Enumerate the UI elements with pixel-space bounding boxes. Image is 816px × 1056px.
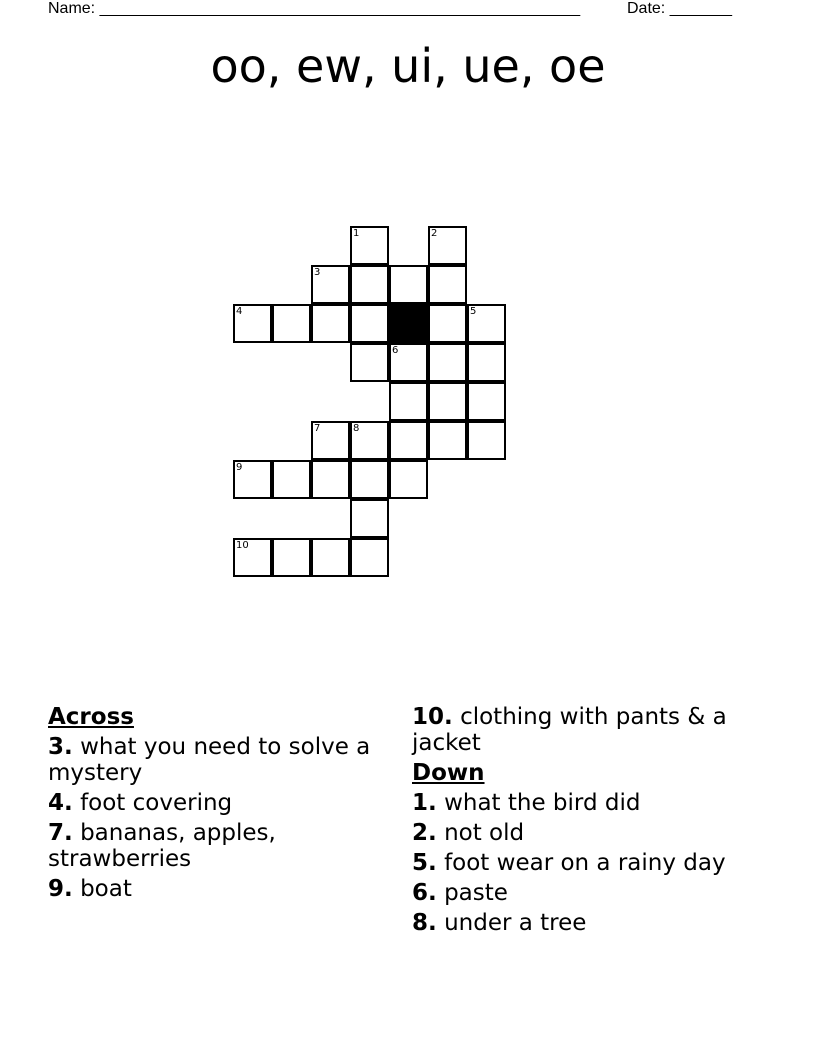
grid-cell[interactable] [389, 421, 428, 460]
cell-number: 4 [236, 306, 243, 317]
clue-text: boat [80, 876, 132, 902]
cell-number: 10 [236, 540, 249, 551]
grid-cell[interactable] [350, 538, 389, 577]
date-field-line[interactable]: Date: _______ [627, 0, 732, 17]
across-clue [48, 876, 378, 902]
clues-column-left [48, 704, 378, 906]
clue-text: clothing with pants & a jacket [412, 704, 727, 756]
grid-cell[interactable] [467, 382, 506, 421]
grid-cell[interactable] [467, 343, 506, 382]
across-clue [412, 704, 762, 756]
cell-number: 2 [431, 228, 438, 239]
grid-cell[interactable] [389, 265, 428, 304]
grid-cell[interactable] [428, 226, 467, 265]
cell-number: 5 [470, 306, 477, 317]
cell-number: 9 [236, 462, 243, 473]
clue-number: 3. [48, 734, 73, 760]
clue-text: what the bird did [444, 790, 641, 816]
clue-number: 1. [412, 790, 437, 816]
cell-number: 7 [314, 423, 321, 434]
clue-number: 4. [48, 790, 73, 816]
grid-cell[interactable] [311, 421, 350, 460]
down-clue [412, 880, 762, 906]
down-heading: Down [412, 760, 485, 786]
clue-number: 8. [412, 910, 437, 936]
clues-column-right [412, 704, 762, 940]
clue-number: 5. [412, 850, 437, 876]
clue-text: not old [444, 820, 525, 846]
across-clue [48, 734, 378, 786]
grid-cell[interactable] [350, 499, 389, 538]
grid-cell[interactable] [233, 460, 272, 499]
name-field-line[interactable]: Name: ______________________________________________________ [48, 0, 581, 17]
grid-cell[interactable] [233, 304, 272, 343]
down-clue [412, 820, 762, 846]
clue-number: 10. [412, 704, 453, 730]
grid-cell[interactable] [428, 265, 467, 304]
cell-number: 8 [353, 423, 360, 434]
grid-cell[interactable] [311, 265, 350, 304]
grid-cell[interactable] [311, 304, 350, 343]
grid-cell[interactable] [350, 343, 389, 382]
page-title: oo, ew, ui, ue, oe [210, 39, 606, 93]
grid-block-cell [389, 304, 428, 343]
down-clue [412, 910, 762, 936]
grid-cell[interactable] [272, 460, 311, 499]
clue-text: under a tree [444, 910, 587, 936]
clue-text: foot wear on a rainy day [444, 850, 726, 876]
grid-cell[interactable] [467, 421, 506, 460]
grid-cell[interactable] [350, 304, 389, 343]
across-clue [48, 790, 378, 816]
grid-cell[interactable] [428, 421, 467, 460]
clue-number: 7. [48, 820, 73, 846]
across-clue [48, 820, 378, 872]
across-heading: Across [48, 704, 134, 730]
cell-number: 6 [392, 345, 399, 356]
grid-cell[interactable] [389, 343, 428, 382]
grid-cell[interactable] [389, 382, 428, 421]
grid-cell[interactable] [311, 538, 350, 577]
cell-number: 3 [314, 267, 321, 278]
grid-cell[interactable] [272, 538, 311, 577]
grid-cell[interactable] [311, 460, 350, 499]
clue-text: bananas, apples, strawberries [48, 820, 276, 872]
grid-cell[interactable] [467, 304, 506, 343]
clue-number: 2. [412, 820, 437, 846]
grid-cell[interactable] [350, 265, 389, 304]
clue-text: what you need to solve a mystery [48, 734, 371, 786]
clue-number: 6. [412, 880, 437, 906]
grid-cell[interactable] [233, 538, 272, 577]
grid-cell[interactable] [389, 460, 428, 499]
grid-cell[interactable] [350, 460, 389, 499]
grid-cell[interactable] [428, 304, 467, 343]
grid-cell[interactable] [272, 304, 311, 343]
down-clue [412, 850, 762, 876]
grid-cell[interactable] [350, 421, 389, 460]
clue-number: 9. [48, 876, 73, 902]
clue-text: paste [444, 880, 508, 906]
grid-cell[interactable] [428, 382, 467, 421]
clue-text: foot covering [80, 790, 233, 816]
down-clue [412, 790, 762, 816]
cell-number: 1 [353, 228, 360, 239]
grid-cell[interactable] [428, 343, 467, 382]
grid-cell[interactable] [350, 226, 389, 265]
